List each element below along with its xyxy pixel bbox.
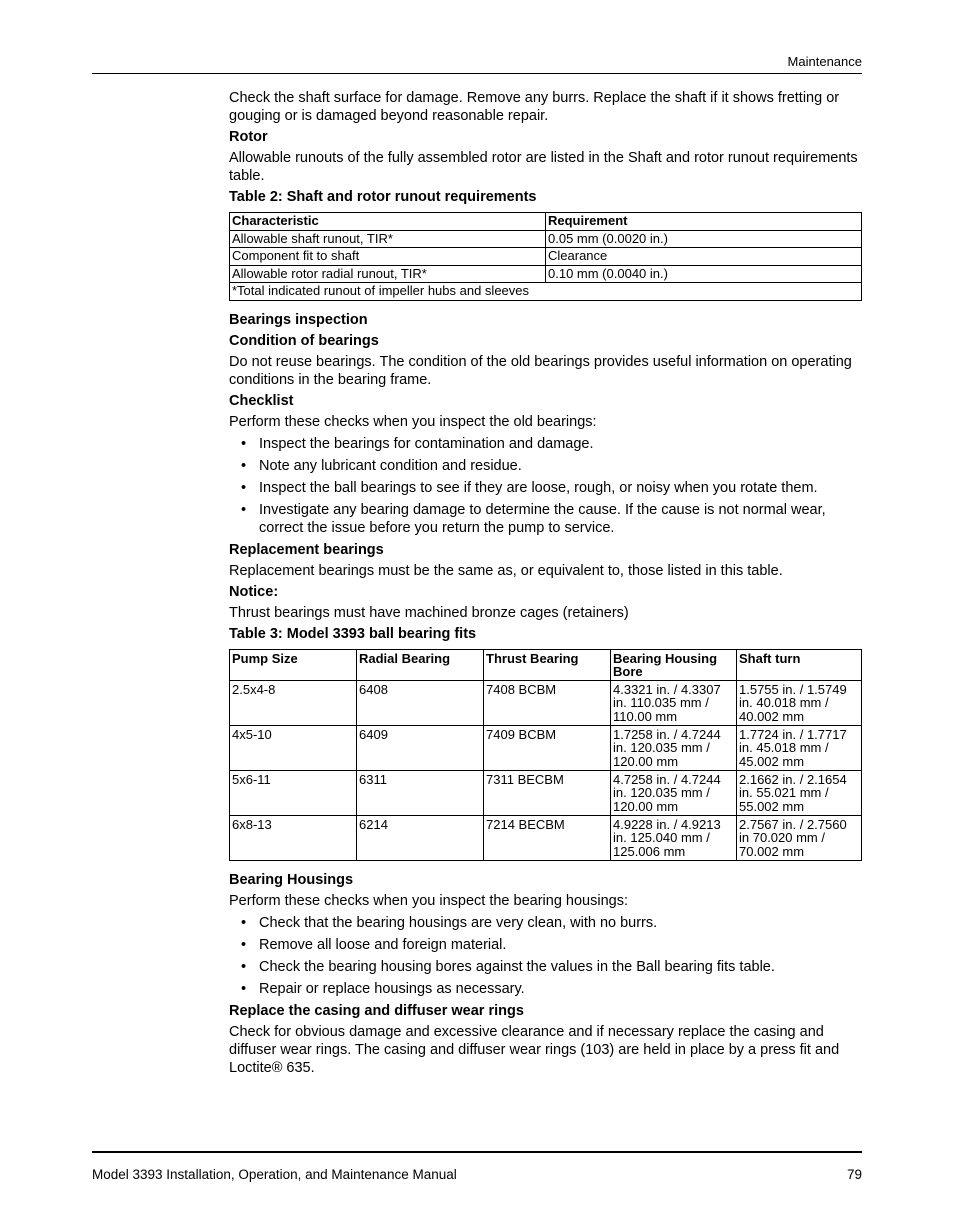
table-header-row xyxy=(230,649,862,680)
footer-rule xyxy=(92,1151,862,1153)
table-row xyxy=(230,248,862,266)
replacement-paragraph: Replacement bearings must be the same as, or equivalent to, those listed in this table. xyxy=(229,562,783,579)
header-rule xyxy=(92,73,862,74)
table-cell: 6409 xyxy=(357,725,484,770)
bearings-heading: Bearings inspection xyxy=(229,311,368,328)
housings-intro: Perform these checks when you inspect the bearing housings: xyxy=(229,892,628,909)
table-cell: 6x8-13 xyxy=(230,815,357,860)
table-cell: 2.1662 in. / 2.1654 in. 55.021 mm / 55.002 mm xyxy=(737,770,862,815)
runout-table xyxy=(229,212,862,301)
table-cell: 0.05 mm (0.0020 in.) xyxy=(546,230,862,248)
page-number: 79 xyxy=(846,1167,862,1182)
table-cell: 6214 xyxy=(357,815,484,860)
table-cell: 6408 xyxy=(357,680,484,725)
wear-rings-heading: Replace the casing and diffuser wear rings xyxy=(229,1002,524,1019)
bearing-checklist xyxy=(229,435,862,537)
list-item: • Check the bearing housing bores against the values in the Ball bearing fits table. xyxy=(229,958,862,976)
table-row xyxy=(230,725,862,770)
shaft-paragraph: Check the shaft surface for damage. Remove any burrs. Replace the shaft if it shows fretting or gouging or is damaged beyond reasonable repair. xyxy=(229,90,840,124)
table-footnote-row xyxy=(230,283,862,301)
list-item: • Investigate any bearing damage to determine the cause. If the cause is not normal wear, correct the issue before you return the pump to service. xyxy=(229,501,862,537)
rotor-paragraph: Allowable runouts of the fully assembled rotor are listed in the Shaft and rotor runout requirements table. xyxy=(229,150,858,184)
table-cell: 7311 BECBM xyxy=(484,770,611,815)
table-header-cell: Requirement xyxy=(546,213,862,231)
table-cell: 1.5755 in. / 1.5749 in. 40.018 mm / 40.002 mm xyxy=(737,680,862,725)
table-row xyxy=(230,265,862,283)
table-cell: Allowable shaft runout, TIR* xyxy=(230,230,546,248)
checklist-intro: Perform these checks when you inspect the old bearings: xyxy=(229,413,597,430)
table-cell: 4.7258 in. / 4.7244 in. 120.035 mm / 120.00 mm xyxy=(611,770,737,815)
table-header-cell: Radial Bearing xyxy=(357,649,484,680)
table-cell: 6311 xyxy=(357,770,484,815)
table-row xyxy=(230,770,862,815)
list-item: • Check that the bearing housings are very clean, with no burrs. xyxy=(229,914,862,932)
table-row xyxy=(230,230,862,248)
bearing-fits-table xyxy=(229,649,862,861)
table-cell: 4x5-10 xyxy=(230,725,357,770)
table-cell: 7408 BCBM xyxy=(484,680,611,725)
replacement-heading: Replacement bearings xyxy=(229,541,384,558)
table-cell: Clearance xyxy=(546,248,862,266)
table-header-cell: Pump Size xyxy=(230,649,357,680)
table-cell: 1.7258 in. / 4.7244 in. 120.035 mm / 120.00 mm xyxy=(611,725,737,770)
table-cell: Allowable rotor radial runout, TIR* xyxy=(230,265,546,283)
table-cell: Component fit to shaft xyxy=(230,248,546,266)
condition-heading: Condition of bearings xyxy=(229,332,379,349)
notice-heading: Notice: xyxy=(229,583,279,600)
table-cell: 4.3321 in. / 4.3307 in. 110.035 mm / 110.00 mm xyxy=(611,680,737,725)
table-cell: 1.7724 in. / 1.7717 in. 45.018 mm / 45.002 mm xyxy=(737,725,862,770)
table3-caption: Table 3: Model 3393 ball bearing fits xyxy=(229,625,477,642)
wear-rings-paragraph: Check for obvious damage and excessive clearance and if necessary replace the casing and diffuser wear rings. The casing and diffuser wear rings (103) are held in place by a press fit and Loctite® 635. xyxy=(229,1023,840,1076)
page-content xyxy=(229,89,862,1077)
list-item: • Remove all loose and foreign material. xyxy=(229,936,862,954)
table2-caption: Table 2: Shaft and rotor runout requirements xyxy=(229,189,537,205)
table-cell: 7409 BCBM xyxy=(484,725,611,770)
condition-paragraph: Do not reuse bearings. The condition of the old bearings provides useful information on operating conditions in the bearing frame. xyxy=(229,353,852,388)
table-cell: 4.9228 in. / 4.9213 in. 125.040 mm / 125.006 mm xyxy=(611,815,737,860)
housings-heading: Bearing Housings xyxy=(229,871,354,888)
table-footnote: *Total indicated runout of impeller hubs and sleeves xyxy=(230,283,862,301)
table-row xyxy=(230,680,862,725)
list-item: • Inspect the bearings for contamination and damage. xyxy=(229,435,862,453)
rotor-heading: Rotor xyxy=(229,129,268,145)
running-header: Maintenance xyxy=(787,54,862,69)
table-cell: 5x6-11 xyxy=(230,770,357,815)
table-row xyxy=(230,815,862,860)
table-header-cell: Thrust Bearing xyxy=(484,649,611,680)
notice-paragraph: Thrust bearings must have machined bronze cages (retainers) xyxy=(229,604,629,621)
footer-manual-title: Model 3393 Installation, Operation, and Maintenance Manual xyxy=(92,1167,457,1182)
table-header-cell: Shaft turn xyxy=(737,649,862,680)
table-header-cell: Bearing Housing Bore xyxy=(611,649,737,680)
table-cell: 0.10 mm (0.0040 in.) xyxy=(546,265,862,283)
housing-checklist xyxy=(229,914,862,998)
table-cell: 2.7567 in. / 2.7560 in 70.020 mm / 70.002 mm xyxy=(737,815,862,860)
list-item: • Repair or replace housings as necessary. xyxy=(229,980,862,998)
table-cell: 2.5x4-8 xyxy=(230,680,357,725)
list-item: • Inspect the ball bearings to see if they are loose, rough, or noisy when you rotate them. xyxy=(229,479,862,497)
checklist-heading: Checklist xyxy=(229,392,294,409)
table-header-cell: Characteristic xyxy=(230,213,546,231)
table-header-row xyxy=(230,213,862,231)
list-item: • Note any lubricant condition and residue. xyxy=(229,457,862,475)
table-cell: 7214 BECBM xyxy=(484,815,611,860)
